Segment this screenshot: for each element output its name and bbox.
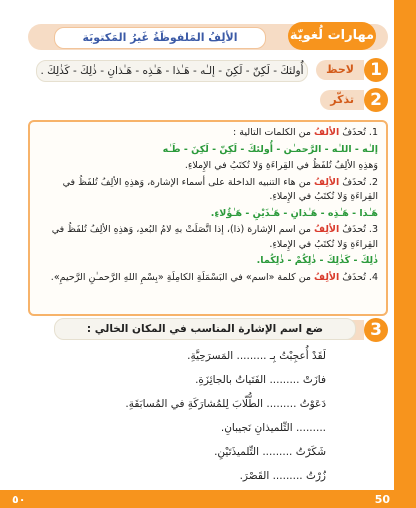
section-number: 2 xyxy=(364,88,388,112)
rule-lead: 4. تُحذَفُ xyxy=(342,271,378,283)
footer-bar xyxy=(0,490,416,508)
example-words: أُولئكَ - لَكِنّ - لَكِنَ - إلـٰه - هَـٰذا - هَـٰذِه - هَـٰذانِ - ذٰلِكَ - كَذٰلِكَ . xyxy=(36,60,308,82)
rule-lead: 2. تُحذَفُ xyxy=(342,176,378,188)
rule-text: من كلمة «اسم» في البَسْمَلَةِ الكامِلَةِ «بِسْمِ اللهِ الرَّحمـٰنِ الرَّحيمِ». xyxy=(50,271,312,283)
page-number-arabic: ٥٠ xyxy=(12,493,26,506)
rule-2 xyxy=(38,176,378,205)
section-tag: لاحظ xyxy=(316,60,364,80)
rule-2-words: هَـٰذا - هَـٰذِه - هَـٰذانِ - هَـٰذَيْنِ - هَـٰؤُلاءِ. xyxy=(210,207,378,219)
exercise-6: زُرْتُ ......... القَصْرَ. xyxy=(239,470,326,482)
exercise-4: ......... التِّلميذانِ نَجيبانِ. xyxy=(220,422,326,434)
exercise-1: لَقَدْ أُعجِبْتُ بِـ ......... المَسرَحِيَّةِ. xyxy=(187,350,326,362)
rules-box xyxy=(28,120,388,316)
exercise-3: دَعَوْتُ ......... الطُّلّابَ لِلمُشارَكَةِ في المُسابَقَةِ. xyxy=(125,398,326,410)
rule-1-words: إلـٰه - اللـٰه - الرَّحمـٰن - أُولئكَ - لَكِنّ - لَكِنَ - طَـٰه xyxy=(162,143,378,155)
highlight-alef: الألِفُ xyxy=(314,176,340,188)
lesson-title: الألِفُ المَلفوظَةُ غَيرُ المَكتوبَة xyxy=(54,27,266,49)
section-tag: تذكّر xyxy=(320,90,364,110)
section-number: 1 xyxy=(364,58,388,82)
rule-4 xyxy=(38,271,378,286)
highlight-alef: الألِفُ xyxy=(314,271,340,283)
rule-lead: 3. تُحذَفُ xyxy=(342,224,378,235)
section-number: 3 xyxy=(364,318,388,342)
apply-instruction: ضع اسم الإشارة المناسب في المكان الخالي : xyxy=(54,318,356,340)
top-margin xyxy=(0,0,416,24)
rule-text: من الكلمات التالية : xyxy=(233,127,312,138)
highlight-alef: الألِفُ xyxy=(314,224,340,235)
rule-3-words: ذٰلِكَ - كَذٰلِكَ - ذٰلِكُمْ - ذٰلِكُما. xyxy=(256,255,378,266)
rule-1-note: وَهذِهِ الألِفُ تُلفَظُ في القِراءَةِ وَلا تُكتَبُ في الإِملاءِ. xyxy=(184,160,378,171)
rule-3 xyxy=(38,223,378,252)
highlight-alef: الألفُ xyxy=(314,127,340,138)
rule-text: من اسم الإشارة (ذا)، إذا اتَّصَلَتْ بهِ لامُ البُعدِ، وَهذِهِ الألِفُ تُلفَظُ في القِراءَةِ وَلا تُكتَبُ في الإِملاءِ. xyxy=(51,224,378,250)
section-badge: مهارات لُغويّة xyxy=(288,22,376,50)
rule-lead: 1. تُحذَفُ xyxy=(342,127,378,138)
exercise-2: فازَتْ ......... الفَتَياتُ بالجائِزَةِ. xyxy=(195,374,326,386)
rule-text: من هاء التنبيه الداخلة على أسماء الإشارة، وَهذِهِ الألِفُ تُلفَظُ في القِراءَةِ وَلا تُكتَبُ في الإِملاءِ. xyxy=(62,176,378,202)
page-side-strip xyxy=(394,0,416,492)
page-number: 50 xyxy=(374,493,390,506)
section-remember xyxy=(28,88,388,112)
rule-1 xyxy=(38,126,378,141)
section-observe xyxy=(28,58,388,82)
exercise-5: شَكَرْتُ ......... التِّلميذَتَيْنِ. xyxy=(214,446,326,458)
